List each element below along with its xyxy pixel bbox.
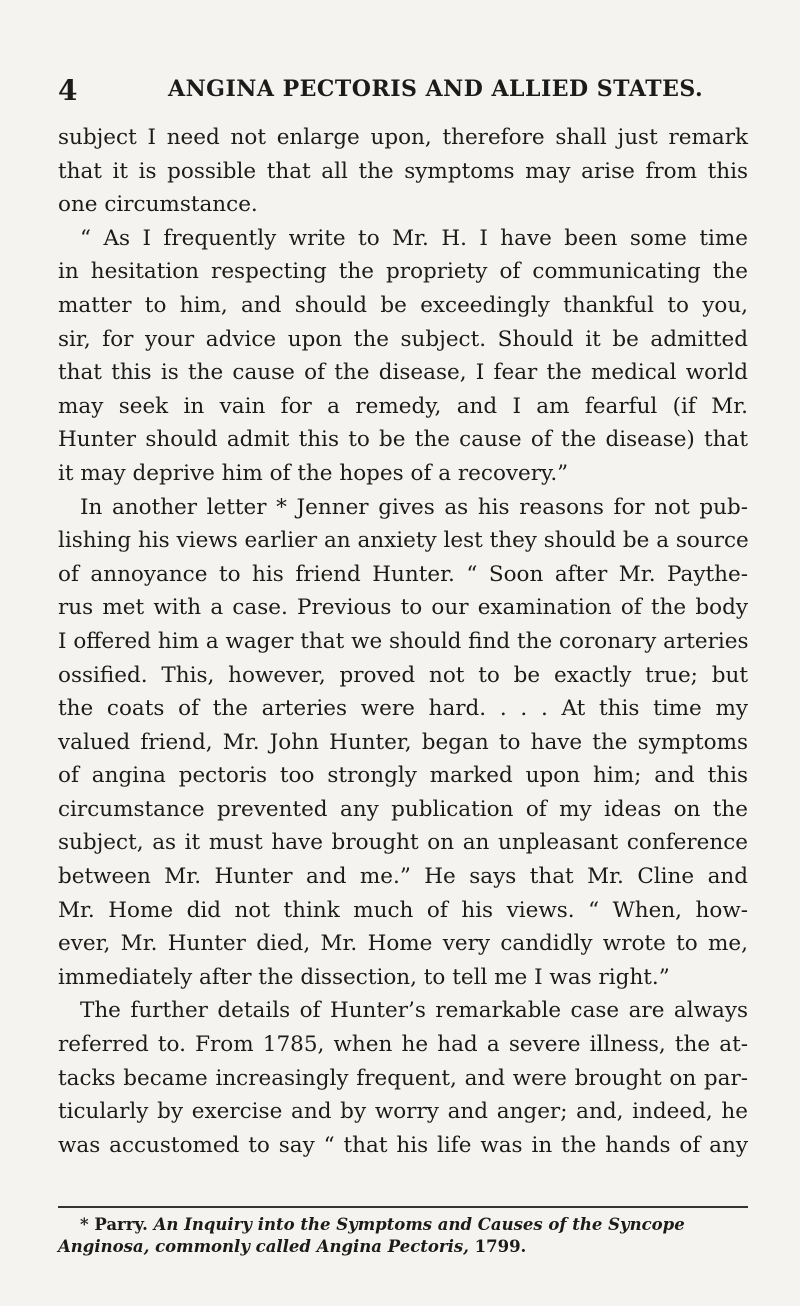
text-line: Mr. Home did not think much of his views. “ When, how-	[58, 897, 748, 923]
text-line: ossified. This, however, proved not to be exactly true; but	[58, 662, 748, 688]
text-line: of annoyance to his friend Hunter. “ Soon after Mr. Paythe-	[58, 561, 748, 587]
text-line: In another letter * Jenner gives as his reasons for not pub-	[80, 494, 748, 520]
text-line: in hesitation respecting the propriety of communicating the	[58, 259, 748, 285]
text-line: sir, for your advice upon the subject. Should it be admitted	[58, 326, 748, 352]
text-line: referred to. From 1785, when he had a severe illness, the at-	[58, 1032, 748, 1058]
running-head: ANGINA PECTORIS AND ALLIED STATES.	[168, 76, 704, 102]
text-line: was accustomed to say “ that his life was in the hands of any	[58, 1132, 748, 1158]
text-line: valued friend, Mr. John Hunter, began to have the symptoms	[58, 729, 748, 755]
text-line: may seek in vain for a remedy, and I am fearful (if Mr.	[58, 393, 748, 419]
text-line: between Mr. Hunter and me.” He says that Mr. Cline and	[58, 864, 748, 890]
text-line: ever, Mr. Hunter died, Mr. Home very candidly wrote to me,	[58, 931, 748, 957]
text-line: that it is possible that all the symptoms may arise from this	[58, 158, 748, 184]
footnote	[58, 1214, 748, 1258]
footnote-line	[58, 1214, 748, 1236]
footnote-marker-author: * Parry.	[80, 1215, 148, 1234]
text-line: rus met with a case. Previous to our examination of the body	[58, 595, 748, 621]
text-line: circumstance prevented any publication of my ideas on the	[58, 796, 748, 822]
text-line: Hunter should admit this to be the cause of the disease) that	[58, 427, 748, 453]
text-line: immediately after the dissection, to tell me I was right.”	[58, 964, 670, 990]
text-line: matter to him, and should be exceedingly thankful to you,	[58, 292, 748, 318]
text-line: that this is the cause of the disease, I fear the medical world	[58, 360, 748, 386]
text-line: I offered him a wager that we should find the coronary arteries	[58, 628, 749, 654]
text-line: the coats of the arteries were hard. . . . At this time my	[58, 696, 748, 722]
text-line: ticularly by exercise and by worry and anger; and, indeed, he	[58, 1099, 748, 1125]
text-line: it may deprive him of the hopes of a recovery.”	[58, 460, 569, 486]
text-line: tacks became increasingly frequent, and were brought on par-	[58, 1065, 748, 1091]
text-line: subject, as it must have brought on an unpleasant conference	[58, 830, 748, 856]
text-line: subject I need not enlarge upon, therefore shall just remark	[58, 125, 748, 150]
footnote-title: An Inquiry into the Symptoms and Causes of the Syncope	[153, 1215, 685, 1234]
footnote-title: Anginosa, commonly called Angina Pectoris,	[58, 1237, 469, 1256]
footnote-divider	[58, 1206, 748, 1208]
page-number: 4	[58, 74, 78, 107]
body-text	[58, 121, 748, 1162]
footnote-line	[58, 1236, 748, 1258]
text-line: “ As I frequently write to Mr. H. I have been some time	[80, 225, 748, 251]
text-line: The further details of Hunter’s remarkable case are always	[80, 998, 748, 1024]
text-line: of angina pectoris too strongly marked upon him; and this	[58, 763, 748, 789]
text-line: lishing his views earlier an anxiety lest they should be a source	[58, 528, 749, 554]
text-line: one circumstance.	[58, 192, 258, 218]
footnote-year: 1799.	[474, 1237, 527, 1256]
page-header	[58, 70, 758, 110]
